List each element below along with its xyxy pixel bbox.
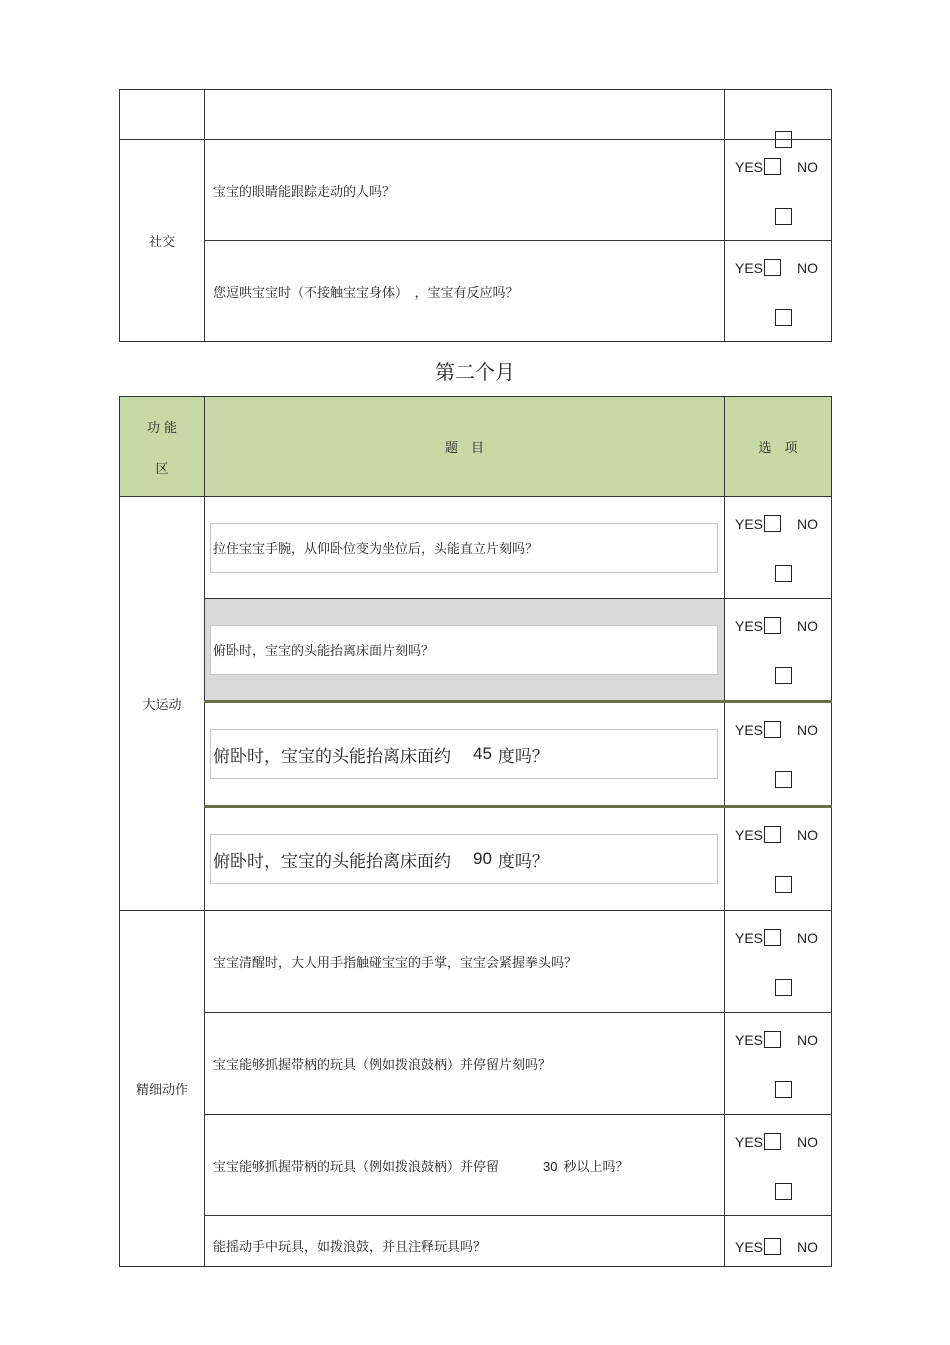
- option-cell: [725, 140, 832, 241]
- question-text: 俯卧时，宝宝的头能抬离床面约 45 度吗？: [210, 729, 718, 779]
- area-gross-motor: 大运动: [120, 497, 205, 911]
- no-label: NO: [797, 1239, 819, 1255]
- yes-checkbox[interactable]: [764, 515, 781, 532]
- no-checkbox[interactable]: [775, 979, 792, 996]
- yes-checkbox[interactable]: [764, 617, 781, 634]
- no-label: NO: [797, 930, 819, 946]
- yes-checkbox[interactable]: [764, 259, 781, 276]
- no-label: NO: [797, 516, 819, 532]
- no-checkbox[interactable]: [775, 1183, 792, 1200]
- no-label: NO: [797, 618, 819, 634]
- yes-checkbox[interactable]: [764, 826, 781, 843]
- question-text: 能摇动手中玩具，如拨浪鼓，并且注释玩具吗？: [205, 1216, 725, 1267]
- header-question: 题 目: [205, 397, 725, 497]
- question-text: 宝宝能够抓握带柄的玩具（例如拨浪鼓柄）并停留 30 秒以上吗？: [205, 1115, 725, 1216]
- header-option: 选 项: [725, 397, 832, 497]
- question-text: 宝宝清醒时，大人用手指触碰宝宝的手掌，宝宝会紧握拳头吗？: [205, 911, 725, 1013]
- no-checkbox[interactable]: [775, 565, 792, 582]
- question-text: 俯卧时，宝宝的头能抬离床面约 90 度吗？: [210, 834, 718, 884]
- yes-label: YES: [735, 516, 764, 532]
- option-cell: [725, 1115, 832, 1216]
- no-checkbox[interactable]: [775, 876, 792, 893]
- yes-label: YES: [735, 1134, 764, 1150]
- yes-checkbox[interactable]: [764, 158, 781, 175]
- question-text: 宝宝的眼睛能跟踪走动的人吗？: [205, 140, 725, 241]
- no-label: NO: [797, 159, 819, 175]
- month-two-table: [119, 396, 832, 1267]
- section-title: 第二个月: [435, 360, 515, 384]
- yes-checkbox[interactable]: [764, 1031, 781, 1048]
- header-area: [120, 397, 205, 497]
- no-checkbox[interactable]: [775, 667, 792, 684]
- yes-checkbox[interactable]: [764, 929, 781, 946]
- yes-label: YES: [735, 159, 764, 175]
- area-cell-empty: [120, 90, 205, 140]
- option-cell: [725, 1216, 832, 1267]
- no-label: NO: [797, 1134, 819, 1150]
- no-label: NO: [797, 722, 819, 738]
- yes-checkbox[interactable]: [764, 1238, 781, 1255]
- question-cell-empty: [205, 90, 725, 140]
- no-label: NO: [797, 827, 819, 843]
- question-text: 您逗哄宝宝时（不接触宝宝身体） ，宝宝有反应吗？: [205, 241, 725, 342]
- question-text: 俯卧时，宝宝的头能抬离床面片刻吗？: [210, 625, 718, 675]
- no-checkbox[interactable]: [775, 1081, 792, 1098]
- no-checkbox[interactable]: [775, 208, 792, 225]
- yes-label: YES: [735, 722, 764, 738]
- option-cell: [725, 702, 832, 807]
- no-checkbox[interactable]: [775, 309, 792, 326]
- option-cell: [725, 1013, 832, 1115]
- no-checkbox[interactable]: [775, 771, 792, 788]
- yes-label: YES: [735, 930, 764, 946]
- option-cell: [725, 241, 832, 342]
- header-area-line2: 区: [155, 461, 169, 477]
- top-table: [119, 89, 832, 342]
- no-label: NO: [797, 1032, 819, 1048]
- question-text: 拉住宝宝手腕，从仰卧位变为坐位后，头能直立片刻吗？: [210, 523, 718, 573]
- area-social: 社交: [120, 140, 205, 342]
- yes-label: YES: [735, 260, 764, 276]
- yes-label: YES: [735, 1239, 764, 1255]
- yes-checkbox[interactable]: [764, 721, 781, 738]
- no-label: NO: [797, 260, 819, 276]
- option-cell: [725, 497, 832, 599]
- yes-label: YES: [735, 827, 764, 843]
- header-area-line1: 功 能: [146, 420, 178, 436]
- option-cell: [725, 90, 832, 140]
- area-fine-motor: 精细动作: [120, 911, 205, 1267]
- yes-label: YES: [735, 1032, 764, 1048]
- option-cell: [725, 599, 832, 702]
- yes-checkbox[interactable]: [764, 1133, 781, 1150]
- question-text: 宝宝能够抓握带柄的玩具（例如拨浪鼓柄）并停留片刻吗？: [205, 1013, 725, 1115]
- option-cell: [725, 911, 832, 1013]
- yes-label: YES: [735, 618, 764, 634]
- option-cell: [725, 807, 832, 911]
